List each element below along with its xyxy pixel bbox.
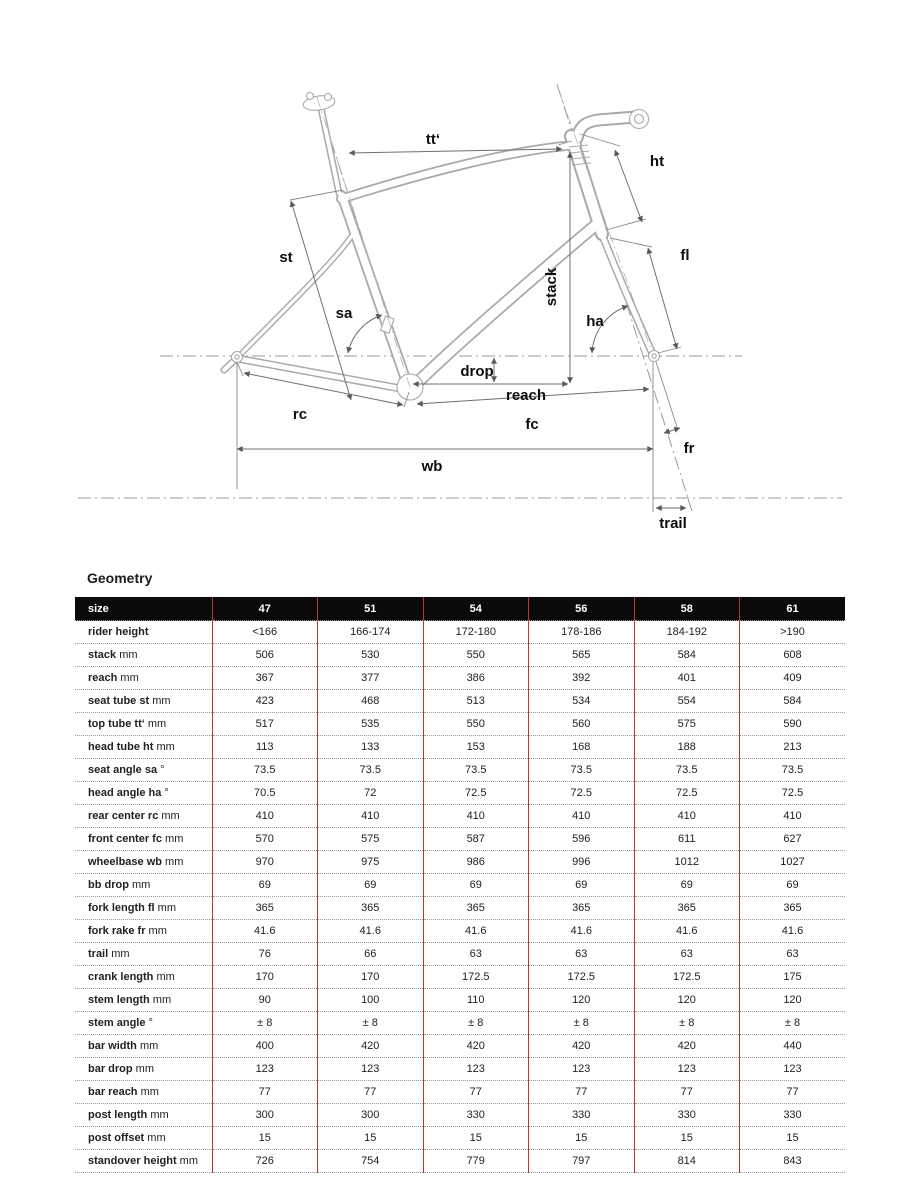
geometry-value-cell: 440	[740, 1035, 846, 1058]
bike-geometry-diagram	[0, 0, 900, 560]
geometry-value-cell: 41.6	[423, 920, 529, 943]
extension-lines	[237, 134, 692, 512]
geometry-value-cell: 153	[423, 736, 529, 759]
dim-seat-angle-arc	[348, 315, 382, 353]
geometry-value-cell: 814	[634, 1150, 740, 1173]
dim-label-drop: drop	[460, 363, 494, 380]
table-row	[75, 1127, 845, 1150]
geometry-value-cell: 133	[318, 736, 424, 759]
geometry-value-cell: 550	[423, 644, 529, 667]
geometry-value-cell: 400	[212, 1035, 318, 1058]
row-label: trail mm	[75, 943, 212, 966]
row-label: post offset mm	[75, 1127, 212, 1150]
row-label: bar drop mm	[75, 1058, 212, 1081]
geometry-value-cell: 468	[318, 690, 424, 713]
geometry-value-cell: 330	[423, 1104, 529, 1127]
geometry-value-cell: 70.5	[212, 782, 318, 805]
dim-label-ha: ha	[586, 313, 604, 330]
geometry-value-cell: 330	[740, 1104, 846, 1127]
geometry-value-cell: 69	[634, 874, 740, 897]
row-label: fork rake fr mm	[75, 920, 212, 943]
size-column-header: size	[75, 597, 212, 621]
table-row	[75, 1058, 845, 1081]
dim-label-stack: stack	[543, 267, 560, 307]
geometry-value-cell: 172.5	[423, 966, 529, 989]
row-label: reach mm	[75, 667, 212, 690]
row-label: bb drop mm	[75, 874, 212, 897]
geometry-table-header	[75, 597, 845, 621]
row-label: stem angle °	[75, 1012, 212, 1035]
geometry-value-cell: 570	[212, 828, 318, 851]
geometry-value-cell: ± 8	[318, 1012, 424, 1035]
geometry-value-cell: 172.5	[634, 966, 740, 989]
geometry-value-cell: 213	[740, 736, 846, 759]
size-61-header: 61	[740, 597, 846, 621]
row-label: bar reach mm	[75, 1081, 212, 1104]
geometry-value-cell: 560	[529, 713, 635, 736]
geometry-value-cell: 90	[212, 989, 318, 1012]
geometry-value-cell: 63	[634, 943, 740, 966]
section-title: Geometry	[87, 570, 153, 586]
geometry-value-cell: 410	[634, 805, 740, 828]
row-label: stack mm	[75, 644, 212, 667]
geometry-value-cell: 170	[318, 966, 424, 989]
geometry-value-cell: 41.6	[318, 920, 424, 943]
geometry-value-cell: 63	[740, 943, 846, 966]
geometry-value-cell: 534	[529, 690, 635, 713]
dim-head-tube	[615, 150, 642, 222]
geometry-value-cell: 409	[740, 667, 846, 690]
geometry-value-cell: 420	[529, 1035, 635, 1058]
geometry-table-body	[75, 621, 845, 1173]
geometry-value-cell: 420	[634, 1035, 740, 1058]
geometry-value-cell: 367	[212, 667, 318, 690]
geometry-value-cell: 69	[423, 874, 529, 897]
size-58-header: 58	[634, 597, 740, 621]
row-label: seat angle sa °	[75, 759, 212, 782]
geometry-value-cell: 69	[529, 874, 635, 897]
geometry-value-cell: 178-186	[529, 621, 635, 644]
table-row	[75, 805, 845, 828]
row-label: fork length fl mm	[75, 897, 212, 920]
geometry-value-cell: 584	[740, 690, 846, 713]
row-label: head angle ha °	[75, 782, 212, 805]
geometry-value-cell: 73.5	[423, 759, 529, 782]
geometry-value-cell: 41.6	[529, 920, 635, 943]
geometry-value-cell: 365	[318, 897, 424, 920]
geometry-value-cell: 77	[318, 1081, 424, 1104]
row-label: seat tube st mm	[75, 690, 212, 713]
geometry-value-cell: 76	[212, 943, 318, 966]
geometry-value-cell: 410	[212, 805, 318, 828]
geometry-value-cell: <166	[212, 621, 318, 644]
geometry-value-cell: 123	[212, 1058, 318, 1081]
geometry-value-cell: 423	[212, 690, 318, 713]
geometry-value-cell: 172-180	[423, 621, 529, 644]
row-label: post length mm	[75, 1104, 212, 1127]
geometry-value-cell: 168	[529, 736, 635, 759]
geometry-value-cell: 513	[423, 690, 529, 713]
geometry-value-cell: 587	[423, 828, 529, 851]
table-row	[75, 989, 845, 1012]
geometry-value-cell: 575	[634, 713, 740, 736]
geometry-value-cell: 72.5	[423, 782, 529, 805]
geometry-table	[75, 597, 845, 1173]
table-row	[75, 966, 845, 989]
row-label: crank length mm	[75, 966, 212, 989]
dim-label-sa: sa	[335, 305, 353, 322]
geometry-value-cell: 410	[423, 805, 529, 828]
table-row	[75, 943, 845, 966]
dim-label-rc: rc	[292, 406, 308, 423]
geometry-value-cell: 113	[212, 736, 318, 759]
geometry-value-cell: 77	[740, 1081, 846, 1104]
dim-fork-length	[648, 248, 677, 349]
table-row	[75, 736, 845, 759]
geometry-value-cell: 530	[318, 644, 424, 667]
geometry-value-cell: 77	[212, 1081, 318, 1104]
geometry-value-cell: 41.6	[212, 920, 318, 943]
geometry-value-cell: 15	[212, 1127, 318, 1150]
geometry-value-cell: 584	[634, 644, 740, 667]
geometry-value-cell: 754	[318, 1150, 424, 1173]
geometry-value-cell: 63	[423, 943, 529, 966]
geometry-value-cell: 535	[318, 713, 424, 736]
geometry-value-cell: 596	[529, 828, 635, 851]
geometry-value-cell: 123	[423, 1058, 529, 1081]
geometry-section	[75, 565, 845, 1173]
dim-label-wb: wb	[421, 458, 443, 475]
geometry-value-cell: 1012	[634, 851, 740, 874]
geometry-value-cell: ± 8	[740, 1012, 846, 1035]
dim-label-fr: fr	[683, 440, 695, 457]
dim-label-reach: reach	[505, 387, 547, 404]
geometry-value-cell: 175	[740, 966, 846, 989]
table-row	[75, 713, 845, 736]
table-row	[75, 1012, 845, 1035]
geometry-value-cell: 726	[212, 1150, 318, 1173]
dim-label-fl: fl	[680, 247, 690, 264]
geometry-value-cell: 73.5	[740, 759, 846, 782]
geometry-value-cell: 72.5	[529, 782, 635, 805]
dim-label-st: st	[279, 249, 293, 266]
geometry-value-cell: 172.5	[529, 966, 635, 989]
geometry-value-cell: 120	[740, 989, 846, 1012]
row-label: wheelbase wb mm	[75, 851, 212, 874]
geometry-value-cell: 330	[529, 1104, 635, 1127]
row-label: rear center rc mm	[75, 805, 212, 828]
row-label: rider height	[75, 621, 212, 644]
header-row	[75, 597, 845, 621]
geometry-value-cell: 69	[318, 874, 424, 897]
centerlines	[78, 84, 842, 498]
geometry-value-cell: 77	[423, 1081, 529, 1104]
geometry-value-cell: 365	[423, 897, 529, 920]
dim-label-trail: trail	[659, 515, 687, 532]
geometry-value-cell: 779	[423, 1150, 529, 1173]
geometry-value-cell: 77	[634, 1081, 740, 1104]
geometry-value-cell: 120	[529, 989, 635, 1012]
table-row	[75, 644, 845, 667]
geometry-value-cell: 377	[318, 667, 424, 690]
geometry-value-cell: 66	[318, 943, 424, 966]
geometry-value-cell: 611	[634, 828, 740, 851]
geometry-value-cell: 15	[423, 1127, 529, 1150]
geometry-value-cell: 575	[318, 828, 424, 851]
table-row	[75, 1081, 845, 1104]
geometry-value-cell: 386	[423, 667, 529, 690]
geometry-value-cell: 73.5	[212, 759, 318, 782]
geometry-value-cell: 590	[740, 713, 846, 736]
geometry-value-cell: 506	[212, 644, 318, 667]
table-row	[75, 897, 845, 920]
geometry-value-cell: 15	[740, 1127, 846, 1150]
geometry-value-cell: 72.5	[740, 782, 846, 805]
size-51-header: 51	[318, 597, 424, 621]
row-label: stem length mm	[75, 989, 212, 1012]
geometry-value-cell: 420	[318, 1035, 424, 1058]
geometry-value-cell: 565	[529, 644, 635, 667]
geometry-value-cell: 420	[423, 1035, 529, 1058]
geometry-value-cell: 401	[634, 667, 740, 690]
table-row	[75, 1104, 845, 1127]
geometry-value-cell: 608	[740, 644, 846, 667]
geometry-value-cell: 970	[212, 851, 318, 874]
geometry-value-cell: 72	[318, 782, 424, 805]
geometry-value-cell: 300	[318, 1104, 424, 1127]
geometry-value-cell: 15	[318, 1127, 424, 1150]
geometry-value-cell: 797	[529, 1150, 635, 1173]
geometry-value-cell: 123	[740, 1058, 846, 1081]
geometry-value-cell: 63	[529, 943, 635, 966]
row-label: top tube tt‘ mm	[75, 713, 212, 736]
geometry-value-cell: 170	[212, 966, 318, 989]
geometry-value-cell: ± 8	[529, 1012, 635, 1035]
geometry-value-cell: 41.6	[740, 920, 846, 943]
dimension-lines	[237, 149, 686, 508]
table-row	[75, 782, 845, 805]
geometry-value-cell: 410	[529, 805, 635, 828]
geometry-value-cell: >190	[740, 621, 846, 644]
table-row	[75, 759, 845, 782]
geometry-value-cell: ± 8	[212, 1012, 318, 1035]
table-row	[75, 1150, 845, 1173]
geometry-value-cell: 73.5	[529, 759, 635, 782]
geometry-value-cell: 184-192	[634, 621, 740, 644]
geometry-value-cell: 73.5	[318, 759, 424, 782]
geometry-value-cell: 188	[634, 736, 740, 759]
geometry-value-cell: 517	[212, 713, 318, 736]
geometry-value-cell: 627	[740, 828, 846, 851]
geometry-value-cell: 120	[634, 989, 740, 1012]
geometry-value-cell: 300	[212, 1104, 318, 1127]
size-54-header: 54	[423, 597, 529, 621]
geometry-value-cell: 1027	[740, 851, 846, 874]
row-label: front center fc mm	[75, 828, 212, 851]
geometry-value-cell: 365	[740, 897, 846, 920]
geometry-value-cell: 410	[740, 805, 846, 828]
geometry-value-cell: 15	[634, 1127, 740, 1150]
geometry-value-cell: 77	[529, 1081, 635, 1104]
geometry-value-cell: 123	[318, 1058, 424, 1081]
table-row	[75, 690, 845, 713]
geometry-value-cell: 330	[634, 1104, 740, 1127]
geometry-value-cell: 123	[634, 1058, 740, 1081]
geometry-value-cell: 69	[740, 874, 846, 897]
geometry-value-cell: 996	[529, 851, 635, 874]
geometry-value-cell: 392	[529, 667, 635, 690]
geometry-value-cell: 365	[634, 897, 740, 920]
table-row	[75, 1035, 845, 1058]
geometry-value-cell: 72.5	[634, 782, 740, 805]
geometry-value-cell: 110	[423, 989, 529, 1012]
geometry-value-cell: 15	[529, 1127, 635, 1150]
handlebar-clamp	[630, 110, 649, 129]
row-label: head tube ht mm	[75, 736, 212, 759]
geometry-value-cell: 73.5	[634, 759, 740, 782]
table-row	[75, 874, 845, 897]
geometry-value-cell: 166-174	[318, 621, 424, 644]
table-row	[75, 667, 845, 690]
geometry-value-cell: 550	[423, 713, 529, 736]
table-row	[75, 920, 845, 943]
geometry-value-cell: 843	[740, 1150, 846, 1173]
geometry-value-cell: ± 8	[634, 1012, 740, 1035]
geometry-value-cell: 69	[212, 874, 318, 897]
row-label: bar width mm	[75, 1035, 212, 1058]
geometry-value-cell: 365	[212, 897, 318, 920]
geometry-value-cell: 123	[529, 1058, 635, 1081]
table-row	[75, 828, 845, 851]
geometry-value-cell: 100	[318, 989, 424, 1012]
geometry-value-cell: 41.6	[634, 920, 740, 943]
table-row	[75, 851, 845, 874]
row-label: standover height mm	[75, 1150, 212, 1173]
table-row	[75, 621, 845, 644]
geometry-value-cell: 365	[529, 897, 635, 920]
size-47-header: 47	[212, 597, 318, 621]
dim-label-tt: tt‘	[425, 131, 441, 148]
dim-label-ht: ht	[649, 153, 665, 170]
dim-label-fc: fc	[525, 416, 539, 433]
size-56-header: 56	[529, 597, 635, 621]
geometry-value-cell: 975	[318, 851, 424, 874]
geometry-value-cell: 554	[634, 690, 740, 713]
geometry-value-cell: 986	[423, 851, 529, 874]
geometry-value-cell: 410	[318, 805, 424, 828]
geometry-value-cell: ± 8	[423, 1012, 529, 1035]
